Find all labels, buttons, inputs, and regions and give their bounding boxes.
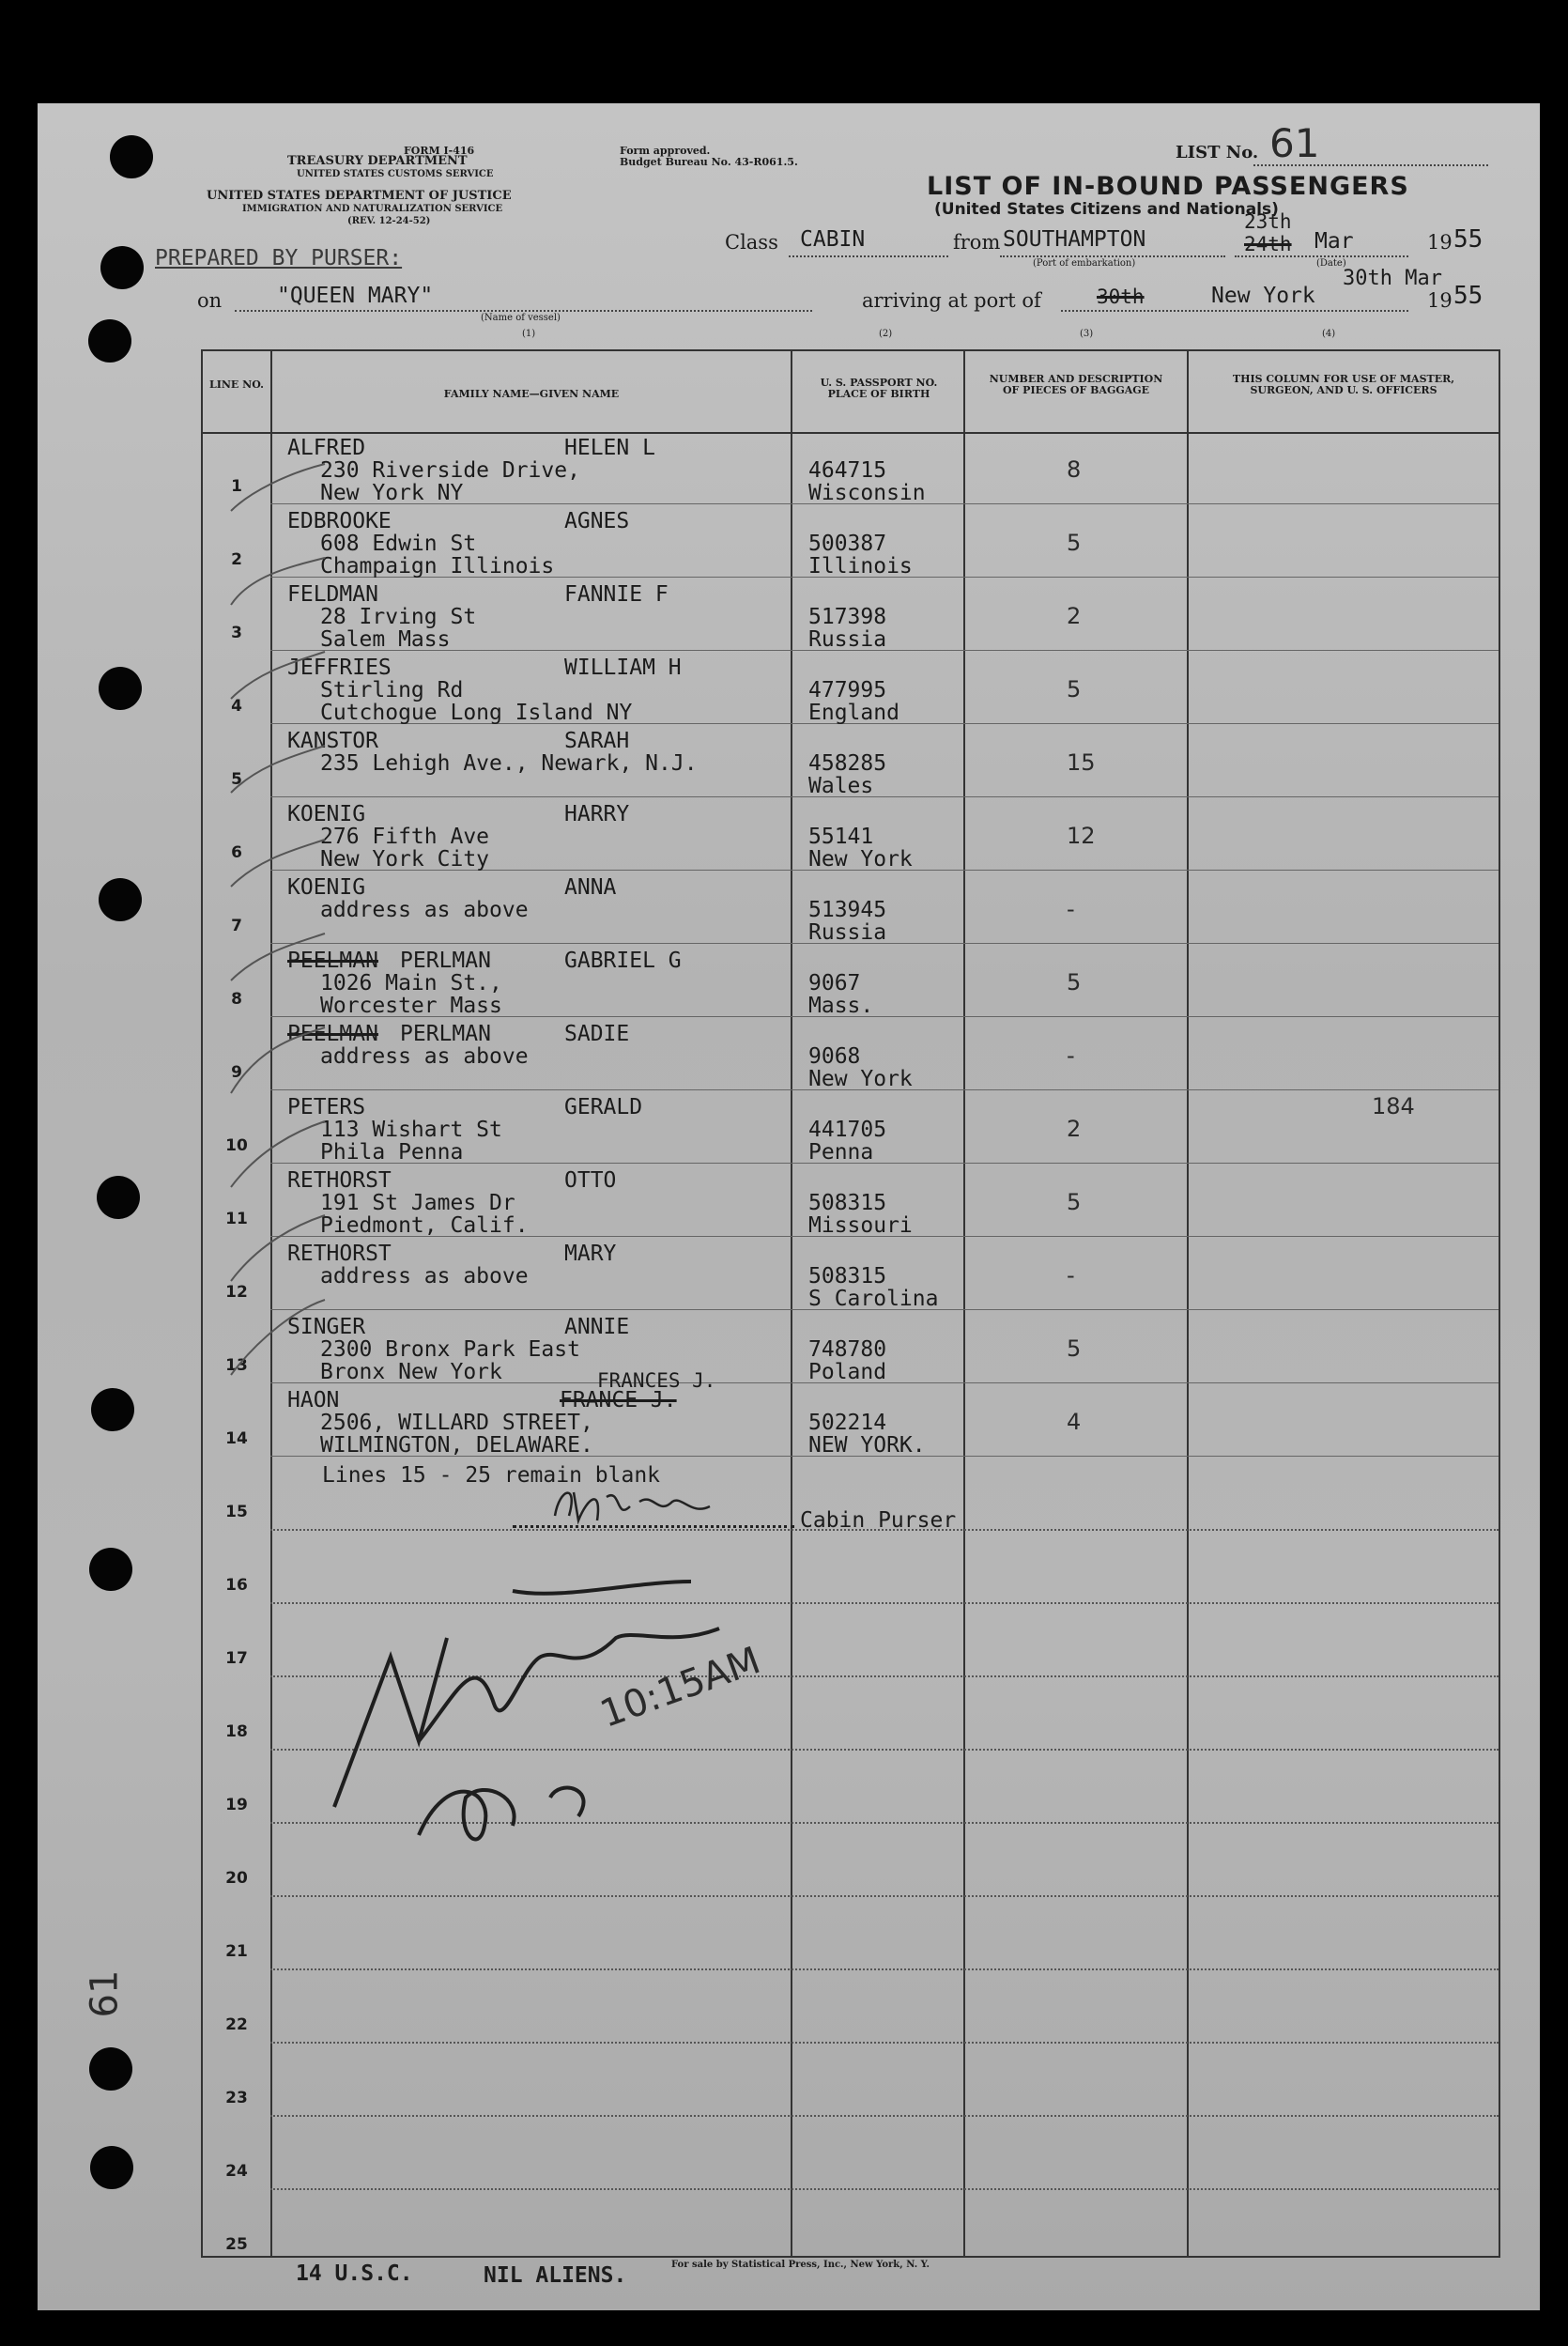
header-passport: U. S. PASSPORT NO. PLACE OF BIRTH bbox=[820, 377, 938, 400]
address-line-1: 1026 Main St., bbox=[320, 971, 502, 996]
col-1-caption: (1) bbox=[522, 329, 536, 339]
line-number: 2 bbox=[231, 550, 242, 569]
address-line-2: Worcester Mass bbox=[320, 994, 502, 1018]
row-divider bbox=[270, 1968, 1499, 1970]
arrival-date: 30th Mar bbox=[1343, 267, 1442, 290]
punch-hole bbox=[97, 1176, 140, 1219]
arrival-day-struck: 30th bbox=[1097, 286, 1145, 308]
address-line-2: Cutchogue Long Island NY bbox=[320, 701, 633, 725]
purser-title: Cabin Purser bbox=[800, 1508, 957, 1533]
line-number: 9 bbox=[231, 1063, 242, 1082]
departure-month: Mar bbox=[1314, 229, 1354, 254]
line-number: 25 bbox=[225, 2235, 248, 2254]
row-divider bbox=[270, 796, 1499, 797]
line-number: 15 bbox=[225, 1503, 248, 1521]
passport-number: 441705 bbox=[808, 1118, 887, 1142]
passport-number: 513945 bbox=[808, 898, 887, 922]
place-of-birth: Missouri bbox=[808, 1213, 913, 1238]
given-name: HARRY bbox=[564, 802, 630, 826]
budget-bureau: Budget Bureau No. 43-R061.5. bbox=[620, 156, 798, 168]
address-line-1: Stirling Rd bbox=[320, 678, 464, 702]
baggage-count: 5 bbox=[1067, 1335, 1082, 1362]
arriving-label: arriving at port of bbox=[862, 289, 1041, 312]
address-line-1: 113 Wishart St bbox=[320, 1118, 502, 1142]
date-caption: (Date) bbox=[1316, 258, 1346, 269]
passport-number: 477995 bbox=[808, 678, 887, 702]
passport-number: 55141 bbox=[808, 825, 874, 849]
family-name: PETERS bbox=[287, 1095, 366, 1119]
given-name-struck: FRANCE J. bbox=[560, 1388, 677, 1412]
line-number: 5 bbox=[231, 770, 242, 789]
baggage-count: 5 bbox=[1067, 530, 1082, 556]
departure-year: 55 bbox=[1453, 225, 1483, 254]
given-name: AGNES bbox=[564, 509, 630, 533]
page-subtitle: (United States Citizens and Nationals) bbox=[934, 200, 1279, 219]
year-prefix-2: 19 bbox=[1427, 289, 1453, 312]
page-title: LIST OF IN-BOUND PASSENGERS bbox=[927, 172, 1409, 201]
line-number: 21 bbox=[225, 1942, 248, 1961]
family-name: FELDMAN bbox=[287, 582, 378, 607]
family-name: SINGER bbox=[287, 1315, 366, 1339]
col-3-caption: (3) bbox=[1080, 329, 1094, 339]
row-divider bbox=[270, 2115, 1499, 2117]
place-of-birth: Russia bbox=[808, 920, 887, 945]
family-name: RETHORST bbox=[287, 1168, 392, 1193]
address-line-1: 608 Edwin St bbox=[320, 532, 477, 556]
header-name: FAMILY NAME—GIVEN NAME bbox=[443, 388, 620, 400]
baggage-count: 5 bbox=[1067, 1189, 1082, 1215]
on-label: on bbox=[197, 289, 223, 312]
remain-blank-note: Lines 15 - 25 remain blank bbox=[322, 1463, 661, 1488]
place-of-birth: England bbox=[808, 701, 899, 725]
form-approved: Form approved. bbox=[620, 145, 711, 157]
line-number: 12 bbox=[225, 1283, 248, 1302]
address-line-1: 2506, WILLARD STREET, bbox=[320, 1411, 593, 1435]
baggage-count: 2 bbox=[1067, 603, 1082, 629]
address-line-2: WILMINGTON, DELAWARE. bbox=[320, 1433, 593, 1458]
customs-service: UNITED STATES CUSTOMS SERVICE bbox=[297, 169, 494, 179]
line-number: 18 bbox=[225, 1722, 248, 1741]
vessel-caption: (Name of vessel) bbox=[481, 313, 561, 323]
check-marks bbox=[203, 436, 334, 1469]
passport-number: 500387 bbox=[808, 532, 887, 556]
footer-printer: For sale by Statistical Press, Inc., New York, N. Y. bbox=[671, 2260, 930, 2270]
family-name: PERLMAN bbox=[400, 949, 491, 973]
year-prefix: 19 bbox=[1427, 231, 1453, 254]
line-number: 10 bbox=[225, 1136, 248, 1155]
address-line-1: address as above bbox=[320, 898, 529, 922]
address-line-1: 28 Irving St bbox=[320, 605, 477, 629]
row-divider bbox=[270, 2188, 1499, 2190]
baggage-count: - bbox=[1067, 1042, 1075, 1069]
punch-hole bbox=[91, 1388, 134, 1431]
baggage-count: 2 bbox=[1067, 1116, 1082, 1142]
form-number: FORM I-416 bbox=[404, 145, 475, 157]
passport-number: 458285 bbox=[808, 751, 887, 776]
line-number: 3 bbox=[231, 624, 242, 642]
row-divider bbox=[270, 1895, 1499, 1897]
baggage-count: 5 bbox=[1067, 676, 1082, 702]
officer-note: 184 bbox=[1372, 1093, 1415, 1119]
line-number: 19 bbox=[225, 1796, 248, 1814]
prepared-by: PREPARED BY PURSER: bbox=[155, 246, 403, 270]
place-of-birth: Wisconsin bbox=[808, 481, 926, 505]
embark-caption: (Port of embarkation) bbox=[1033, 258, 1136, 269]
address-line-2: New York NY bbox=[320, 481, 464, 505]
passenger-table bbox=[201, 349, 1500, 2258]
baggage-count: 12 bbox=[1067, 823, 1096, 849]
from-label: from bbox=[953, 231, 1001, 254]
place-of-birth: New York bbox=[808, 1067, 913, 1091]
footer-aliens: NIL ALIENS. bbox=[484, 2263, 627, 2288]
line-number: 13 bbox=[225, 1356, 248, 1375]
col-4-caption: (4) bbox=[1322, 329, 1336, 339]
baggage-count: - bbox=[1067, 896, 1075, 922]
line-number: 14 bbox=[225, 1429, 248, 1448]
punch-hole bbox=[99, 667, 142, 710]
line-number: 7 bbox=[231, 917, 242, 935]
departure-day: 23th bbox=[1244, 210, 1292, 233]
stamp-time: 10:15AM bbox=[594, 1639, 766, 1736]
line-number: 16 bbox=[225, 1576, 248, 1595]
family-name: EDBROOKE bbox=[287, 509, 392, 533]
punch-hole bbox=[90, 2146, 133, 2189]
address-line-2: Bronx New York bbox=[320, 1360, 502, 1384]
given-name: GABRIEL G bbox=[564, 949, 682, 973]
line-number: 23 bbox=[225, 2089, 248, 2107]
passport-number: 517398 bbox=[808, 605, 887, 629]
family-name: KOENIG bbox=[287, 875, 366, 900]
passport-number: 502214 bbox=[808, 1411, 887, 1435]
arrival-port: New York bbox=[1211, 284, 1315, 308]
row-divider bbox=[270, 2042, 1499, 2044]
passport-number: 508315 bbox=[808, 1191, 887, 1215]
passport-number: 9067 bbox=[808, 971, 861, 996]
family-name-struck: PEELMAN bbox=[287, 949, 378, 973]
passport-number: 9068 bbox=[808, 1044, 861, 1069]
vessel-name: "QUEEN MARY" bbox=[277, 284, 434, 308]
given-name: GERALD bbox=[564, 1095, 643, 1119]
header-baggage: NUMBER AND DESCRIPTION OF PIECES OF BAGGAGE bbox=[989, 373, 1163, 396]
address-line-2: Champaign Illinois bbox=[320, 554, 555, 579]
given-name: HELEN L bbox=[564, 436, 655, 460]
place-of-birth: Poland bbox=[808, 1360, 887, 1384]
address-line-1: 235 Lehigh Ave., Newark, N.J. bbox=[320, 751, 698, 776]
class-label: Class bbox=[725, 231, 778, 254]
line-number: 20 bbox=[225, 1869, 248, 1888]
class-value: CABIN bbox=[800, 227, 866, 252]
place-of-birth: New York bbox=[808, 847, 913, 872]
passport-number: 748780 bbox=[808, 1337, 887, 1362]
passport-number: 464715 bbox=[808, 458, 887, 483]
justice-dept: UNITED STATES DEPARTMENT OF JUSTICE bbox=[207, 189, 512, 203]
given-name: FANNIE F bbox=[564, 582, 669, 607]
address-line-1: 230 Riverside Drive, bbox=[320, 458, 580, 483]
line-number: 11 bbox=[225, 1210, 248, 1228]
given-name: ANNIE bbox=[564, 1315, 630, 1339]
punch-hole bbox=[89, 1548, 132, 1591]
revision: (REV. 12-24-52) bbox=[347, 216, 431, 226]
address-line-1: 276 Fifth Ave bbox=[320, 825, 490, 849]
line-number: 4 bbox=[231, 697, 242, 716]
ins-service: IMMIGRATION AND NATURALIZATION SERVICE bbox=[242, 204, 503, 214]
col-2-caption: (2) bbox=[879, 329, 893, 339]
line-number: 24 bbox=[225, 2162, 248, 2181]
line-number: 22 bbox=[225, 2015, 248, 2034]
baggage-count: 4 bbox=[1067, 1409, 1082, 1435]
place-of-birth: Wales bbox=[808, 774, 874, 798]
place-of-birth: S Carolina bbox=[808, 1287, 939, 1311]
family-name: JEFFRIES bbox=[287, 656, 392, 680]
family-name: PERLMAN bbox=[400, 1022, 491, 1046]
given-name: FRANCES J. bbox=[597, 1369, 716, 1392]
family-name: ALFRED bbox=[287, 436, 366, 460]
address-line-1: 2300 Bronx Park East bbox=[320, 1337, 580, 1362]
family-name: HAON bbox=[287, 1388, 340, 1412]
address-line-1: 191 St James Dr bbox=[320, 1191, 515, 1215]
given-name: ANNA bbox=[564, 875, 617, 900]
punch-hole bbox=[88, 319, 131, 363]
baggage-count: 5 bbox=[1067, 969, 1082, 996]
family-name-struck: PEELMAN bbox=[287, 1022, 378, 1046]
place-of-birth: Penna bbox=[808, 1140, 874, 1165]
address-line-2: Piedmont, Calif. bbox=[320, 1213, 529, 1238]
margin-note: 61 bbox=[83, 1969, 127, 2018]
baggage-count: - bbox=[1067, 1262, 1075, 1289]
address-line-2: New York City bbox=[320, 847, 490, 872]
list-number: 61 bbox=[1269, 120, 1320, 166]
family-name: KOENIG bbox=[287, 802, 366, 826]
given-name: OTTO bbox=[564, 1168, 617, 1193]
family-name: RETHORST bbox=[287, 1242, 392, 1266]
given-name: WILLIAM H bbox=[564, 656, 682, 680]
address-line-1: address as above bbox=[320, 1044, 529, 1069]
line-number: 8 bbox=[231, 990, 242, 1009]
passport-number: 508315 bbox=[808, 1264, 887, 1289]
arrival-year: 55 bbox=[1453, 282, 1483, 310]
punch-hole bbox=[89, 2047, 132, 2091]
given-name: SARAH bbox=[564, 729, 630, 753]
baggage-count: 8 bbox=[1067, 456, 1082, 483]
line-number: 17 bbox=[225, 1649, 248, 1668]
place-of-birth: Mass. bbox=[808, 994, 874, 1018]
address-line-1: address as above bbox=[320, 1264, 529, 1289]
given-name: SADIE bbox=[564, 1022, 630, 1046]
header-line-no: LINE NO. bbox=[209, 378, 264, 391]
family-name: KANSTOR bbox=[287, 729, 378, 753]
embark-port: SOUTHAMPTON bbox=[1003, 227, 1146, 252]
punch-hole bbox=[110, 135, 153, 178]
line-number: 6 bbox=[231, 843, 242, 862]
place-of-birth: Russia bbox=[808, 627, 887, 652]
header-officers: THIS COLUMN FOR USE OF MASTER, SURGEON, AND U. S. OFFICERS bbox=[1232, 373, 1455, 396]
place-of-birth: Illinois bbox=[808, 554, 913, 579]
address-line-2: Phila Penna bbox=[320, 1140, 464, 1165]
purser-signature bbox=[550, 1478, 738, 1535]
given-name: MARY bbox=[564, 1242, 617, 1266]
address-line-2: Salem Mass bbox=[320, 627, 451, 652]
line-number: 1 bbox=[231, 477, 242, 496]
punch-hole bbox=[99, 878, 142, 921]
footer-usc: 14 U.S.C. bbox=[296, 2261, 413, 2286]
treasury-dept: TREASURY DEPARTMENT bbox=[287, 154, 468, 168]
place-of-birth: NEW YORK. bbox=[808, 1433, 926, 1458]
baggage-count: 15 bbox=[1067, 749, 1096, 776]
punch-hole bbox=[100, 246, 144, 289]
list-number-label: LIST No. bbox=[1176, 143, 1259, 162]
departure-day-struck: 24th bbox=[1244, 233, 1292, 255]
